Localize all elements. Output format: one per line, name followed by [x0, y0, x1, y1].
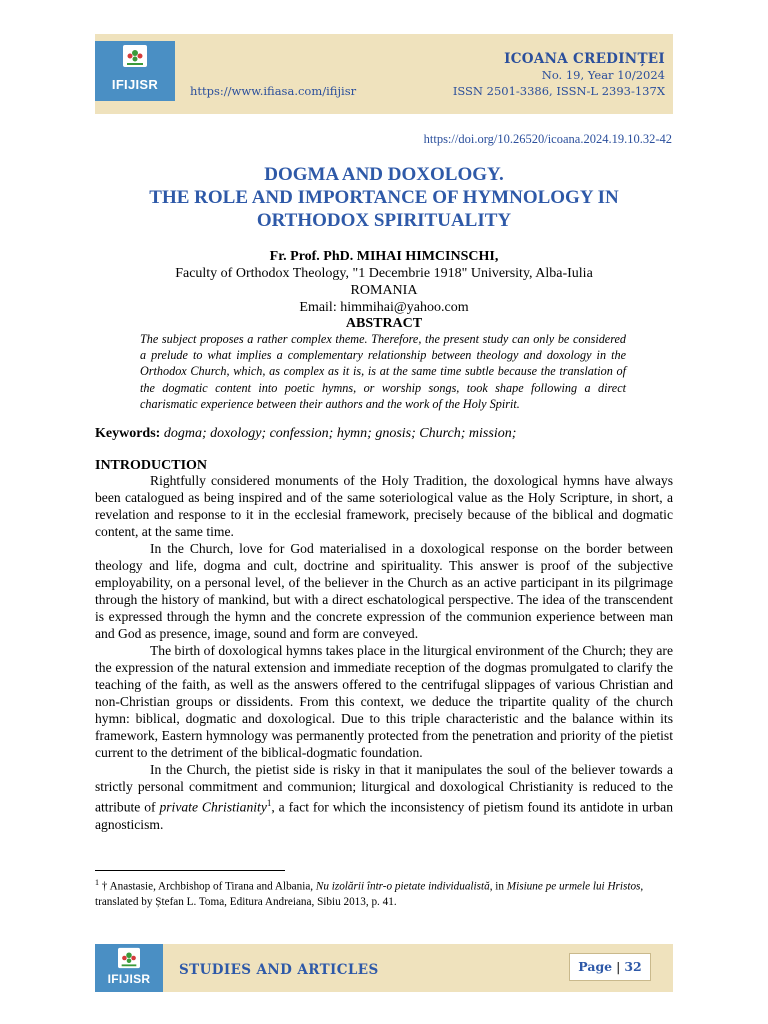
keywords [95, 425, 673, 442]
keywords-list: dogma; doxology; confession; hymn; gnosis; Church; mission; [163, 426, 517, 441]
page-footer [95, 944, 673, 992]
page-number: 32 [624, 959, 642, 974]
doi-link[interactable]: https://doi.org/10.26520/icoana.2024.19.10.32-42 [423, 132, 672, 146]
journal-header [95, 34, 673, 114]
paragraph [95, 761, 673, 833]
footnote-text: † Anastasie, Archbishop of Tirana and Albania, [99, 880, 316, 893]
paragraph: The birth of doxological hymns takes place in the liturgical environment of the Church; they are the expression of the natural extension and immediate reception of the dogmas promulgated to clarify the teaching of the faith, as well as the answers offered to the centrifugal slippages of various Christian and non-Christian groups or dissidents. From this context, we deduce the tripartite quality of the church hymn: biblical, dogmatic and doxological. Due to this triple characteristic and the balance within its framework, Eastern hymnology was permanently protected from the penetration and priority of the pietist current to the detriment of the biblical-dogmatic foundation. [95, 643, 673, 760]
issn: ISSN 2501-3386, ISSN-L 2393-137X [452, 84, 665, 98]
abstract-text: The subject proposes a rather complex theme. Therefore, the present study can only be considered a prelude to what implies a complementary relationship between theology and doxology in the Orthodox Church, which, as complex as it is, is at the same time subtle because the translation of the dogmatic content into poetic hymns, or worship songs, took shape following a direct charismatic experience between their authors and the work of the Holy Spirit. [140, 332, 626, 411]
journal-name: ICOANA CREDINȚEI [504, 51, 665, 67]
author-country: ROMANIA [350, 283, 418, 298]
ifijisr-logo [95, 41, 175, 101]
footnote [95, 875, 673, 910]
flower-emblem-icon [116, 947, 142, 969]
footnote-italic: Misiune pe urmele lui Hristos [506, 880, 641, 893]
page-separator: | [612, 959, 625, 974]
footnote-divider [95, 870, 285, 871]
journal-url[interactable]: https://www.ifiasa.com/ifijisr [190, 84, 357, 98]
emphasis-text: private Christianity [159, 799, 267, 815]
author-name: Fr. Prof. PhD. MIHAI HIMCINSCHI, [269, 249, 499, 264]
abstract-heading: ABSTRACT [345, 316, 423, 331]
page-label: Page [578, 959, 613, 974]
issue-number: No. 19, Year 10/2024 [541, 68, 665, 82]
paragraph: Rightfully considered monuments of the Holy Tradition, the doxological hymns have always been catalogued as being inspired and of the same soteriological value as the Holy Scripture, in short, a revelation and response to it in the ecclesial framework, precisely because of the biblical and dogmatic content, at the same time. [95, 473, 673, 539]
title-line-1: DOGMA AND DOXOLOGY. [264, 164, 504, 185]
author-affiliation: Faculty of Orthodox Theology, "1 Decembrie 1918" University, Alba-Iulia [175, 266, 593, 281]
footnote-text: , in [489, 880, 507, 893]
footnote-ref[interactable]: 1 [266, 798, 272, 808]
body-text [95, 472, 673, 833]
paragraph-text: In the Church, the pietist side is risky in that it manipulates the soul of the believer towards a strictly personal commitment and communion; liturgical and doxological Christianity is reduced to the attribute of [95, 762, 673, 815]
footnote-text: , translated by Ștefan L. Toma, Editura Andreiana, Sibiu 2013, p. 41. [95, 880, 644, 908]
section-label: STUDIES AND ARTICLES [179, 962, 379, 978]
title-line-3: ORTHODOX SPIRITUALITY [256, 210, 512, 231]
page-number-box [569, 953, 651, 981]
footnote-italic: Nu izolării într-o pietate individualistă [315, 880, 490, 893]
paragraph-text: , a fact for which the inconsistency of pietism found its antidote in urban agnosticism. [95, 799, 674, 832]
paper-title [95, 163, 673, 232]
footnote-mark: 1 [95, 878, 99, 887]
keywords-label: Keywords: [95, 426, 161, 441]
section-heading-introduction: INTRODUCTION [95, 458, 208, 473]
logo-text: IFIJISR [111, 77, 159, 92]
ifijisr-logo [95, 944, 163, 992]
author-email[interactable]: Email: himmihai@yahoo.com [299, 300, 469, 315]
flower-emblem-icon [122, 44, 148, 68]
title-line-2: THE ROLE AND IMPORTANCE OF HYMNOLOGY IN [149, 187, 619, 208]
paragraph: In the Church, love for God materialised in a doxological response on the border between theology and life, dogma and cult, doctrine and spirituality. This answer is proof of the subjective employability, on a personal level, of the believer in the Church as an active participant in its pilgrimage through the history of mankind, but with a direct eschatological perspective. The idea of the transcendent is expressed through the hymn and the concrete expression of the communion experience between man and God as presence, image, sound and form are conveyed. [95, 541, 673, 641]
logo-text: IFIJISR [107, 972, 151, 986]
